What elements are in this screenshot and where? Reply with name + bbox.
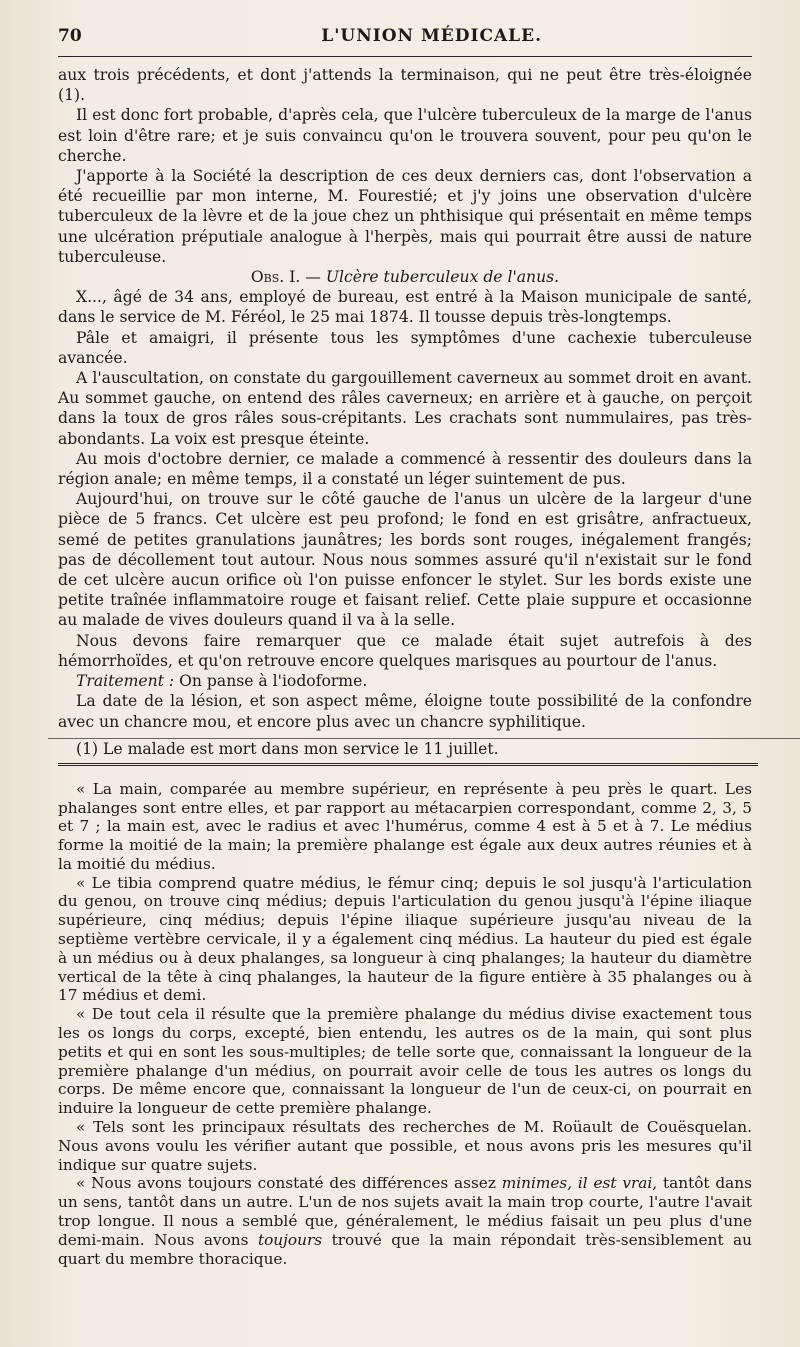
feuilleton-paragraph <box>58 1174 752 1268</box>
observation-label: Obs. I. <box>250 268 301 287</box>
feuilleton-paragraph: « La main, comparée au membre supérieur, en représente à peu près le quart. Les phalanges sont entre elles, et par rapport au métacarpien correspondant, comme 2, 3, 5 et 7 ; la main est, avec le radius et avec l'humérus, comme 4 est à 5 et à 7. Le médius forme la moitié de la main; la première phalange est égale aux deux autres réunies et à la moitié du médius. <box>58 779 752 873</box>
observation-title: Ulcère tuberculeux de l'anus. <box>325 268 560 287</box>
observation-paragraph: X..., âgé de 34 ans, employé de bureau, est entré à la Maison municipale de santé, dans le service de M. Féréol, le 25 mai 1874. Il tousse depuis très-longtemps. <box>58 288 752 327</box>
running-head: L'UNION MÉDICALE. <box>321 26 542 46</box>
observation-paragraph: Nous devons faire remarquer que ce malade était sujet autrefois à des hémorrhoïdes, et qu'on retrouve encore quelques marisques au pourtour de l'anus. <box>58 631 752 670</box>
observation-paragraph: Aujourd'hui, on trouve sur le côté gauche de l'anus un ulcère de la largeur d'une pièce de 5 francs. Cet ulcère est peu profond; le fond en est grisâtre, anfractueux, semé de petites granulations jaunâtres; les bords sont rouges, inégalement frangés; pas de décollement tout autour. Nous nous sommes assuré qu'il n'existait sur le fond de cet ulcère aucun orifice où l'on puisse enfoncer le stylet. Sur les bords existe une petite traînée inflammatoire rouge et faisant relief. Cette plaie suppure et occasionne au malade de vives douleurs quand il va à la selle. <box>58 490 752 630</box>
feuilleton-paragraph: « Le tibia comprend quatre médius, le fémur cinq; depuis le sol jusqu'à l'articulation du genou, on trouve cinq médius; depuis l'articulation du genou jusqu'à l'épine iliaque supérieure, cinq médius; depuis l'épine iliaque supérieure jusqu'au niveau de la septième vertèbre cervicale, il y a également cinq médius. La hauteur du pied est égale à un médius ou à deux phalanges, sa longueur à cinq phalanges; la hauteur du diamètre vertical de la tête à cinq phalanges, la hauteur de la figure entière à 35 phalanges ou à 17 médius et demi. <box>58 873 752 1005</box>
closing-paragraph: La date de la lésion, et son aspect même, éloigne toute possibilité de la confondre avec un chancre mou, et encore plus avec un chancre syphilitique. <box>58 692 752 731</box>
feuilleton-text: « Nous avons toujours constaté des différences assez <box>76 1174 502 1193</box>
observation-dash: — <box>300 268 326 287</box>
article-paragraph: Il est donc fort probable, d'après cela, que l'ulcère tuberculeux de la marge de l'anus est loin d'être rare; et je suis convaincu qu'on le trouvera souvent, pour peu qu'on le cherche. <box>58 106 752 165</box>
article-paragraph: aux trois précédents, et dont j'attends la terminaison, qui ne peut être très-éloignée (1). <box>58 66 752 105</box>
article-paragraph: J'apporte à la Société la description de ces deux derniers cas, dont l'observation a été recueillie par mon interne, M. Fourestié; et j'y joins une observation d'ulcère tuberculeux de la lèvre et de la joue chez un phthisique qui présentait en même temps une ulcération préputiale analogue à l'herpès, mais qui pourrait être aussi de nature tuberculeuse. <box>58 167 752 266</box>
footnote: (1) Le malade est mort dans mon service le 11 juillet. <box>76 739 499 758</box>
feuilleton-paragraph: « Tels sont les principaux résultats des recherches de M. Roüault de Couësquelan. Nous avons voulu les vérifier autant que possible, et nous avons pris les mesures qu'il indique sur quatre sujets. <box>58 1118 752 1174</box>
page-number: 70 <box>58 26 82 46</box>
treatment-text: On panse à l'iodoforme. <box>174 672 368 691</box>
feuilleton-paragraph: « De tout cela il résulte que la première phalange du médius divise exactement tous les os longs du corps, excepté, bien entendu, les autres os de la main, qui sont plus petits et qui en sont les sous-multiples; de telle sorte que, connaissant la longueur de la première phalange d'un médius, on pourrait avoir celle de tous les autres os longs du corps. De même encore que, connaissant la longueur de l'un de ceux-ci, on pourrait en induire la longueur de cette première phalange. <box>58 1005 752 1118</box>
treatment-line <box>58 671 752 691</box>
observation-paragraph: Au mois d'octobre dernier, ce malade a commencé à ressentir des douleurs dans la région anale; en même temps, il a constaté un léger suintement de pus. <box>58 449 752 489</box>
treatment-label: Traitement : <box>76 672 175 691</box>
feuilleton-divider <box>58 763 758 766</box>
feuilleton-text: trouvé que la main répondait très-sensiblement au quart du membre thoracique. <box>58 1230 753 1268</box>
observation-heading <box>58 267 752 287</box>
feuilleton-text: , tantôt dans un sens, tantôt dans un autre. L'un de nos sujets avait la main trop courte, l'autre l'avait trop longue. Il nous a semblé que, généralement, le médius faisait un peu plus d'une demi-main. Nous avons <box>58 1174 752 1249</box>
article-body <box>58 65 752 759</box>
observation-paragraph: A l'auscultation, on constate du gargouillement caverneux au sommet droit en avant. Au sommet gauche, on entend des râles caverneux; en arrière et à gauche, on perçoit dans la toux de gros râles sous-crépitants. Les crachats sont nummulaires, pas très-abondants. La voix est presque éteinte. <box>58 369 752 448</box>
feuilleton-section <box>58 780 752 1269</box>
feuilleton-emphasis: toujours <box>257 1230 323 1249</box>
feuilleton-emphasis: minimes, il est vrai <box>501 1174 653 1193</box>
page-header <box>58 26 752 57</box>
observation-paragraph: Pâle et amaigri, il présente tous les symptômes d'une cachexie tuberculeuse avancée. <box>58 328 752 367</box>
